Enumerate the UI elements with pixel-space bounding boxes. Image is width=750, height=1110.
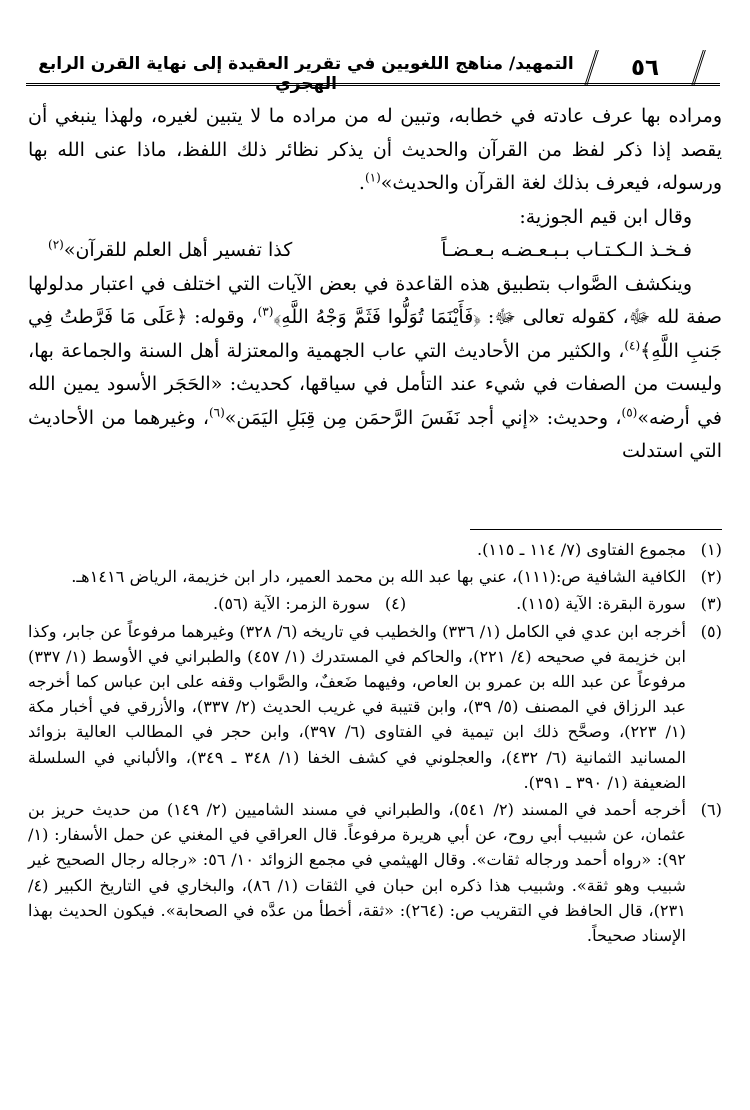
footnote-5-number: (٥) bbox=[700, 621, 722, 641]
paragraph-3-part-c: ، والكثير من الأحاديث التي عاب الجهمية والمعتزلة أهل السنة والجماعة بها، وليست من الصفات في شيء عند التأمل في سياقها، كحديث: «الحَجَر الأسود يمين الله في أرضه» bbox=[28, 339, 722, 429]
verse-second-hemistich bbox=[48, 234, 292, 268]
footnote-1 bbox=[28, 537, 722, 562]
footnote-6 bbox=[28, 797, 722, 948]
running-title: التمهيد/ مناهج اللغويين في تقرير العقيدة إلى نهاية القرن الرابع الهجري bbox=[38, 54, 574, 94]
footnote-ref-6: (٦) bbox=[208, 405, 225, 420]
page-number: ٥٦ bbox=[630, 55, 660, 81]
paragraph-3-part-e: ، وغيرهما من الأحاديث التي استدلت bbox=[28, 406, 722, 462]
poetry-verse bbox=[28, 234, 722, 268]
footnote-1-text: مجموع الفتاوى (٧/ ١١٤ ـ ١١٥). bbox=[476, 540, 686, 559]
main-text bbox=[28, 100, 722, 469]
verse-second-text: كذا تفسير أهل العلم للقرآن» bbox=[63, 239, 293, 261]
paragraph-3-part-b: ، وقوله: ﴿عَلَى مَا فَرَّطتُ فِي جَنبِ اللَّهِ﴾ bbox=[28, 306, 723, 362]
footnote-3-text: سورة البقرة: الآية (١١٥). bbox=[516, 594, 686, 614]
footnote-3-4 bbox=[28, 591, 722, 616]
footnote-6-text: أخرجه أحمد في المسند (٢/ ٥٤١)، والطبراني في مسند الشاميين (٢/ ١٤٩) من حديث حريز بن عثمان، عن شبيب أبي روح، عن أبي هريرة مرفوعاً. قال العراقي في المغني عن حمل الأسفار: (١/ ٩٢): «رواه أحمد ورجاله ثقات». وقال الهيثمي في مجمع الزوائد ١٠/ ٥٦: «رجاله رجال الصحيح غير شبيب وهو ثقة». وشبيب هذا ذكره ابن حبان في الثقات (١/ ٨٦)، والبخاري في التاريخ الكبير (٤/ ٢٣١)، قال الحافظ في التقريب ص: (٢٦٤): «ثقة، أخطأ من عدَّه في الصحابة». فيكون الحديث بهذا الإسناد صحيحاً. bbox=[28, 800, 687, 946]
footnote-2 bbox=[28, 564, 722, 589]
footnotes bbox=[28, 537, 722, 950]
page-header bbox=[26, 50, 720, 94]
verse-first-hemistich: فـخـذ الـكـتـاب بـبـعـضـه بـعـضـاً bbox=[441, 239, 692, 261]
footnote-3-number: (٣) bbox=[700, 594, 722, 614]
paragraph-3-part-d: ، وحديث: «إني أجد نَفَسَ الرَّحمَن مِن قِبَلِ اليَمَن» bbox=[224, 406, 622, 429]
paragraph-3-part-a: وينكشف الصَّواب بتطبيق هذه القاعدة في بعض الآيات التي اختلف في اعتبار مدلولها صفة لله ﷻ، كقوله تعالى ﷻ: ﴿فَأَيْنَمَا تُوَلُّوا فَثَمَّ وَجْهُ اللَّهِ﴾ bbox=[28, 272, 723, 328]
footnote-1-number: (١) bbox=[700, 540, 722, 559]
footnote-4-number: (٤) bbox=[384, 594, 407, 614]
footnote-2-number: (٢) bbox=[700, 567, 722, 587]
footnote-ref-2: (٢) bbox=[48, 237, 64, 252]
footnote-ref-5: (٥) bbox=[621, 405, 638, 420]
footnote-ref-3: (٣) bbox=[257, 304, 274, 319]
footnote-5 bbox=[28, 619, 722, 795]
paragraph-3 bbox=[28, 268, 722, 469]
page-number-frame bbox=[584, 50, 706, 86]
footnote-6-number: (٦) bbox=[700, 800, 722, 820]
footnote-4-text: سورة الزمر: الآية (٥٦). bbox=[213, 594, 371, 614]
footnote-5-text: أخرجه ابن عدي في الكامل (١/ ٣٣٦) والخطيب في تاريخه (٦/ ٣٢٨) وغيرهما مرفوعاً عن جابر، وكذا ابن خزيمة في صحيحه (٤/ ٢٢١)، والحاكم في المستدرك (١/ ٤٥٧) والطبراني في الأوسط (١/ ٣٣٧) مرفوعاً عن عبد الله بن عمرو بن العاص، وفيهما ضَعفٌ، والصَّواب وقفه على ابن عباس كما أخرجه عبد الرزاق في المصنف (٥/ ٣٩)، وابن قتيبة في غريب الحديث (٢/ ٣٣٧)، والأزرقي في أخبار مكة (١/ ٢٢٣)، وصحَّح ذلك ابن تيمية في الفتاوى (٦/ ٣٩٧)، وابن حجر في المطالب العالية بزوائد المسانيد الثمانية (٦/ ٤٣٢)، والعجلوني في كشف الخفا (١/ ٣٤٨ ـ ٣٤٩)، والألباني في السلسلة الضعيفة (١/ ٣٩٠ ـ ٣٩١). bbox=[28, 621, 686, 792]
footnote-ref-4: (٤) bbox=[624, 338, 641, 353]
paragraph-1: ومراده بها عرف عادته في خطابه، وتبين له من مراده ما لا يتبين لغيره، ولهذا ينبغي أن يقصد إذا ذكر لفظ من القرآن والحديث أن يذكر نظائر ذلك اللفظ، ماذا عنى الله بها ورسوله، فيعرف بذلك لغة القرآن والحديث»$^{(١)}$. bbox=[28, 105, 722, 194]
footnote-separator bbox=[470, 529, 722, 530]
paragraph-2: وقال ابن قيم الجوزية: bbox=[519, 205, 692, 228]
footnote-ref-1: (١) bbox=[364, 170, 381, 185]
footnote-2-text: الكافية الشافية ص:(١١١)، عني بها عبد الله بن محمد العمير، دار ابن خزيمة، الرياض ١٤١٦هـ. bbox=[71, 567, 686, 587]
header-rule bbox=[26, 83, 720, 86]
paragraph-1-text: ومراده بها عرف عادته في خطابه، وتبين له من مراده ما لا يتبين لغيره، ولهذا ينبغي أن يقصد إذا ذكر لفظ من القرآن والحديث أن يذكر نظائر ذلك اللفظ، ماذا عنى الله بها ورسوله، فيعرف بذلك لغة القرآن والحديث» bbox=[28, 105, 722, 194]
